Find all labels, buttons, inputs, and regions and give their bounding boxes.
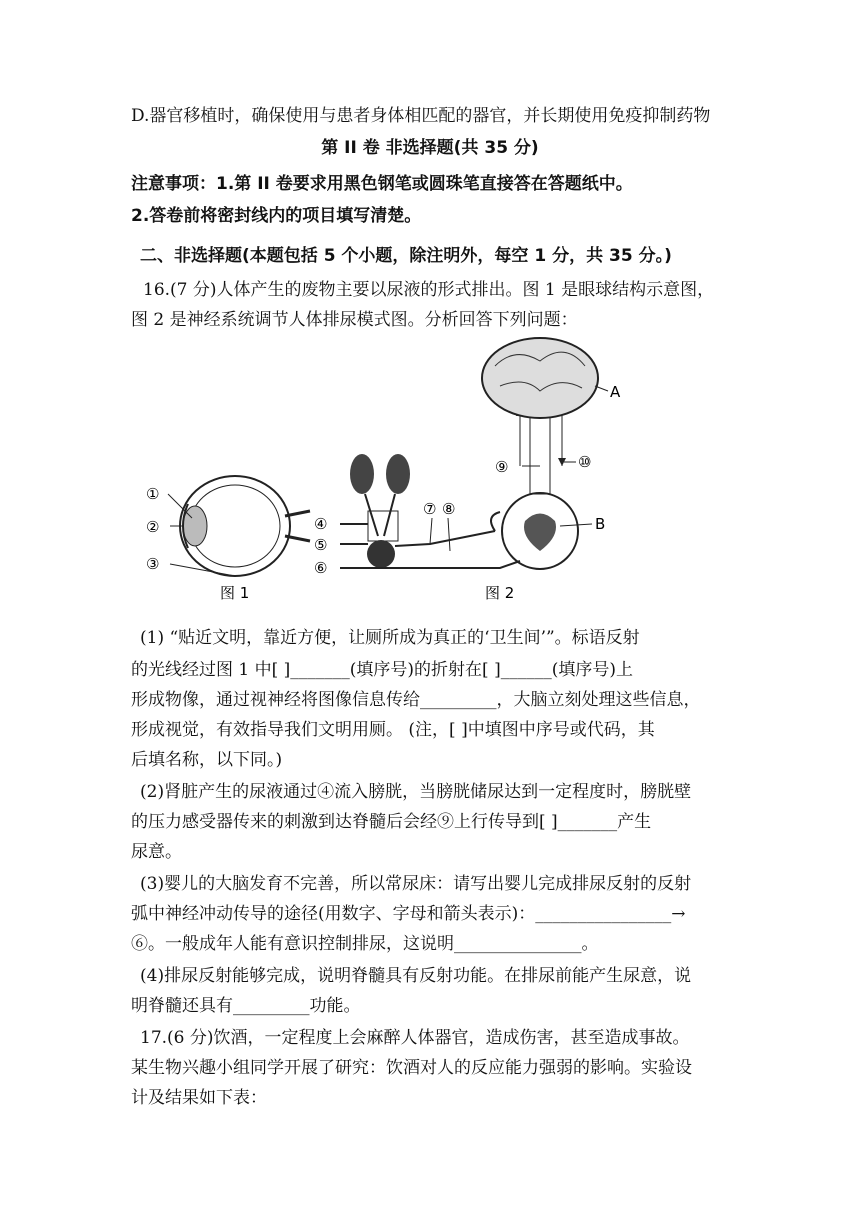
- eye-diagram: [168, 476, 310, 576]
- fig2-label-8: ⑧: [442, 500, 456, 518]
- fig2-caption: 图 2: [485, 584, 515, 602]
- part-heading: 二、非选择题(本题包括 5 个小题，除注明外，每空 1 分，共 35 分。): [140, 246, 672, 266]
- q17-line-3: 计及结果如下表：: [131, 1088, 267, 1108]
- section-title: 第 II 卷 非选择题(共 35 分): [321, 138, 539, 158]
- q16-3-line-3: ⑥。一般成年人能有意识控制排尿，这说明_______________。: [131, 934, 599, 954]
- q16-line-2: 图 2 是神经系统调节人体排尿模式图。分析回答下列问题：: [131, 310, 578, 330]
- q16-2-line-2: 的压力感受器传来的刺激到达脊髓后会经⑨上行传导到[ ]_______产生: [131, 812, 652, 832]
- fig2-label-5: ⑤: [314, 536, 328, 554]
- q16-2-line-1: (2)肾脏产生的尿液通过④流入膀胱，当膀胱储尿达到一定程度时，膀胱壁: [140, 782, 692, 802]
- q16-1-line-5: 后填名称，以下同。): [131, 750, 283, 770]
- urinary-nerve-diagram: [340, 338, 608, 569]
- fig2-label-6: ⑥: [314, 559, 328, 577]
- q16-3-line-2: 弧中神经冲动传导的途径(用数字、字母和箭头表示)：________________→: [131, 904, 686, 924]
- figure-eye-and-nerve: [140, 336, 700, 606]
- fig2-label-4: ④: [314, 515, 328, 533]
- q16-line-1: 16.(7 分)人体产生的废物主要以尿液的形式排出。图 1 是眼球结构示意图，: [143, 280, 715, 300]
- notice-2: 2.答卷前将密封线内的项目填写清楚。: [131, 206, 422, 226]
- q17-line-1: 17.(6 分)饮酒，一定程度上会麻醉人体器官，造成伤害，甚至造成事故。: [140, 1028, 690, 1048]
- q17-line-2: 某生物兴趣小组同学开展了研究：饮酒对人的反应能力强弱的影响。实验设: [131, 1058, 692, 1078]
- line-1: D.器官移植时，确保使用与患者身体相匹配的器官，并长期使用免疫抑制药物: [131, 106, 711, 126]
- fig1-caption: 图 1: [220, 584, 250, 602]
- fig2-label-10: ⑩: [578, 453, 592, 471]
- fig2-label-b: B: [595, 515, 606, 533]
- q16-3-line-1: (3)婴儿的大脑发育不完善，所以常尿床：请写出婴儿完成排尿反射的反射: [140, 874, 692, 894]
- fig1-label-2: ②: [146, 518, 160, 536]
- q16-1-line-4: 形成视觉，有效指导我们文明用厕。 (注，[ ]中填图中序号或代码，其: [131, 720, 655, 740]
- fig1-label-1: ①: [146, 485, 160, 503]
- fig1-label-3: ③: [146, 555, 160, 573]
- fig2-label-a: A: [610, 383, 621, 401]
- q16-1-line-2: 的光线经过图 1 中[ ]_______(填序号)的折射在[ ]______(填序号)上: [131, 660, 633, 680]
- fig2-label-7: ⑦: [423, 500, 437, 518]
- q16-4-line-2: 明脊髓还具有_________功能。: [131, 996, 361, 1016]
- q16-4-line-1: (4)排尿反射能够完成，说明脊髓具有反射功能。在排尿前能产生尿意，说: [140, 966, 692, 986]
- notice-1: 注意事项：1.第 II 卷要求用黑色钢笔或圆珠笔直接答在答题纸中。: [131, 174, 633, 194]
- q16-1-line-3: 形成物像，通过视神经将图像信息传给_________，大脑立刻处理这些信息，: [131, 690, 701, 710]
- q16-1-line-1: (1) “贴近文明，靠近方便，让厕所成为真正的‘卫生间’”。标语反射: [140, 628, 640, 648]
- q16-2-line-3: 尿意。: [131, 842, 182, 862]
- fig2-label-9: ⑨: [495, 458, 509, 476]
